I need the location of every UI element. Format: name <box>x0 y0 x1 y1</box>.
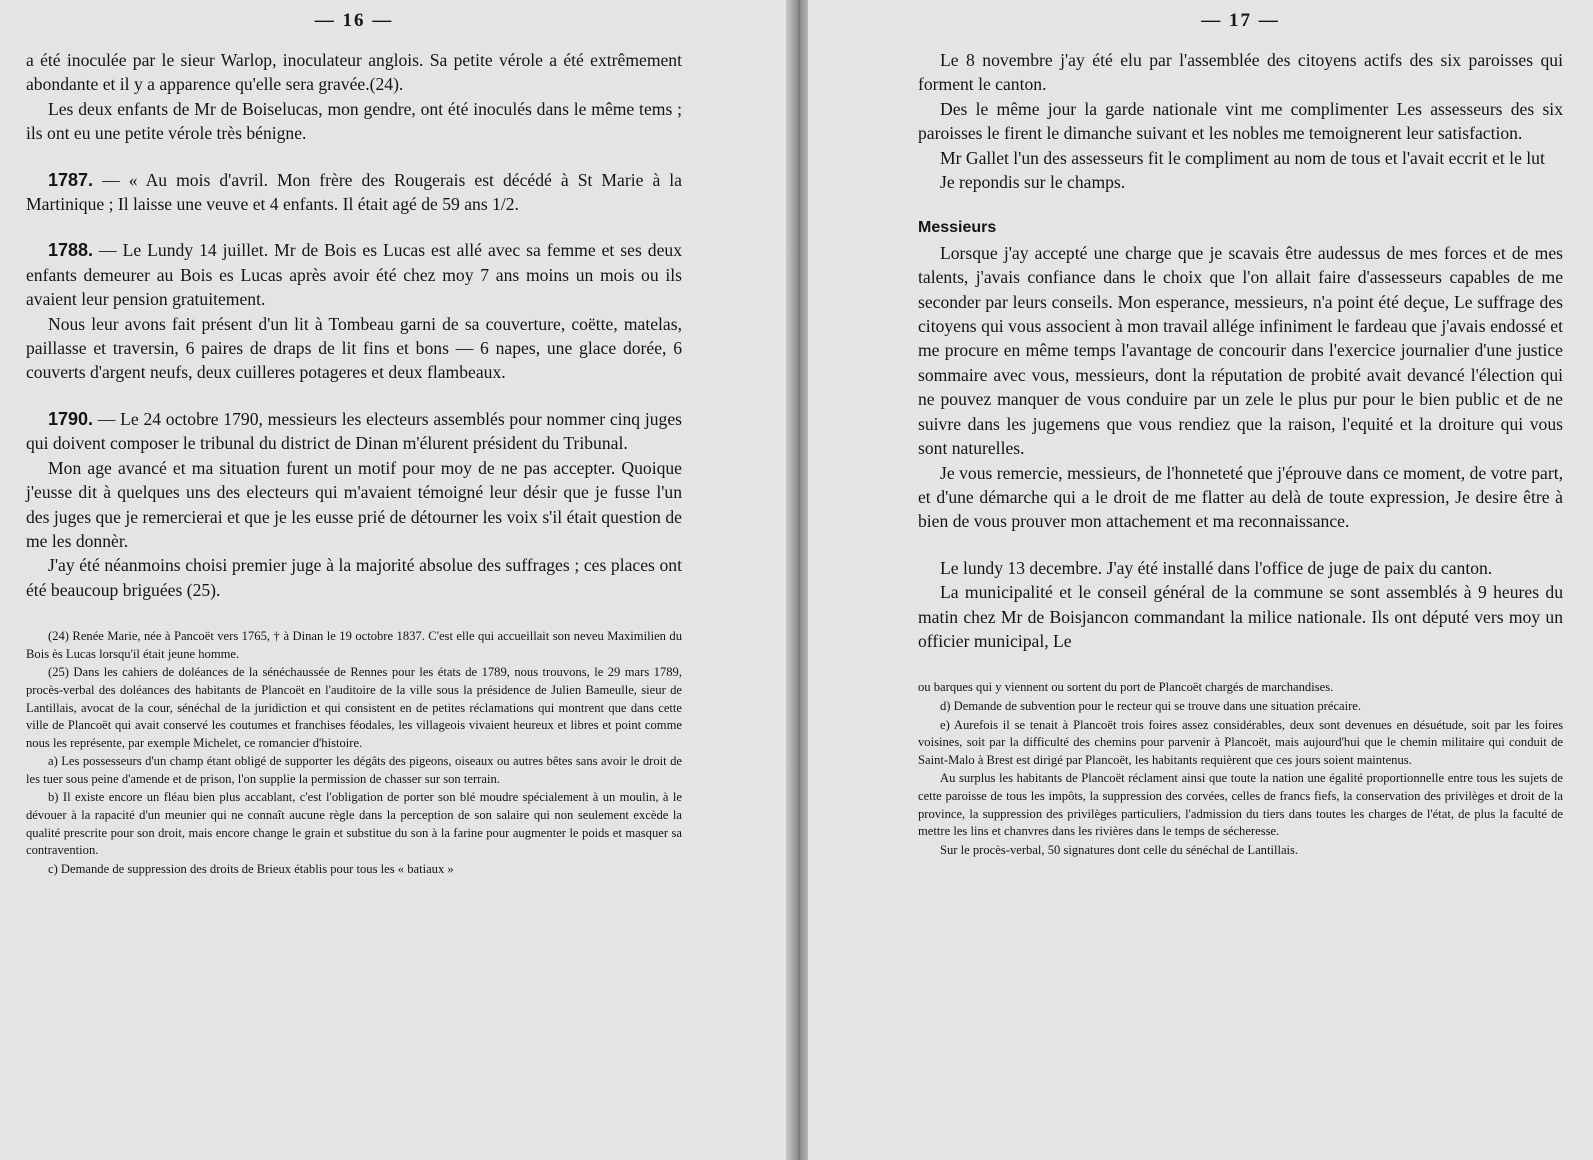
entry-1790 <box>26 407 682 456</box>
footnote-paragraph: Au surplus les habitants de Plancoët réclament ainsi que toute la nation une égalité proportionnelle entre tous les sujets de cette paroisse de tous les impôts, la suppression des corvées, celles de francs fiefs, la conservation des privilèges et droit de la province, la suppression des privilèges particuliers, l'admission du tiers dans toutes les charges de l'état, de plus la faculté de mettre les lins et chanvres dans les rivières dans le temps de sécheresse. <box>918 771 1563 839</box>
paragraph: Le lundy 13 decembre. J'ay été installé dans l'office de juge de paix du canton. <box>940 557 1493 578</box>
paragraph: a été inoculée par le sieur Warlop, inoculateur anglois. Sa petite vérole a été extrêmement abondante et il y a apparence qu'elle sera gravée.(24). <box>26 50 682 95</box>
footnotes <box>26 628 682 878</box>
footnote-continuation: ou barques qui y viennent ou sortent du port de Plancoët chargés de marchandises. <box>918 680 1334 695</box>
entry-1788 <box>26 238 682 311</box>
paragraph: Lorsque j'ay accepté une charge que je scavais être audessus de mes forces et de mes talents, j'avais confiance dans le choix que l'on allait faire d'assesseurs capables de me seconder par leurs conseils. Mon esperance, messieurs, n'a point été deçue, Le suffrage des citoyens qui vous associent à mon travail allége infiniment le fardeau que j'avais endossé et me procure en même temps l'avantage de concourir dans l'exercice journalier d'une justice sommaire avec vous, messieurs, dont la réputation de probité avait devancé l'élection qui ne pouvez manquer de vous conduire par un zele le plus pur pour le bien public et de ne suivre dans les jugemens que vous rendiez que la raison, l'equité et la droiture qui vous sont naturelles. <box>918 242 1563 459</box>
page-number: — 17 — <box>1201 10 1280 31</box>
footnote-item-a: a) Les possesseurs d'un champ étant obligé de supporter les dégâts des pigeons, oiseaux ou autres bêtes sans avoir le droit de les tuer sous peine d'amende et de prison, l'on supplie la permission de chasser sur son terrain. <box>26 754 682 786</box>
left-page <box>0 0 790 1160</box>
paragraph: La municipalité et le conseil général de la commune se sont assemblés à 9 heures du matin chez Mr de Boisjancon commandant la milice nationale. Ils ont député vers moy un officier municipal, Le <box>918 582 1563 651</box>
entry-year: 1790. <box>48 408 94 429</box>
right-page <box>808 0 1593 1160</box>
footnotes <box>918 679 1563 859</box>
paragraph: Nous leur avons fait présent d'un lit à Tombeau garni de sa couverture, coëtte, matelas, paillasse et traversin, 6 paires de draps de lit fins et bons — 6 napes, une glace dorée, 6 couverts d'argent neufs, deux cuilleres potageres et deux flambeaux. <box>26 313 682 383</box>
footnote-item-c: c) Demande de suppression des droits de Brieux établis pour tous les « batiaux » <box>48 861 454 876</box>
entry-text: — Le 24 octobre 1790, messieurs les electeurs assemblés pour nommer cinq juges qui doivent composer le tribunal du district de Dinan m'élurent président du Tribunal. <box>26 408 682 454</box>
entry-year: 1787. <box>48 169 94 190</box>
paragraph: Le 8 novembre j'ay été elu par l'assemblée des citoyens actifs des six paroisses qui forment le canton. <box>918 50 1563 95</box>
paragraph: J'ay été néanmoins choisi premier juge à la majorité absolue des suffrages ; ces places ont été beaucoup briguées (25). <box>26 555 682 600</box>
page-body <box>918 48 1563 653</box>
footnote-item-e: e) Aurefois il se tenait à Plancoët trois foires assez considérables, deux sont devenues en désuétude, soit par les foires voisines, soit par la difficulté des chemins pour parvenir à Plancoët, mais aujourd'hui que le chemin militaire qui conduit de Saint-Malo à Brest est dirigé par Plancoët, les habitants requièrent que ces jours soient maintenus. <box>918 717 1563 767</box>
paragraph: Des le même jour la garde nationale vint me complimenter Les assesseurs des six paroisses le firent le dimanche suivant et les nobles me temoignerent leur satisfaction. <box>918 98 1563 144</box>
entry-1787 <box>26 168 682 217</box>
paragraph: Je vous remercie, messieurs, de l'honneteté que j'éprouve dans ce moment, de votre part, et d'une démarche qui a le droit de me flatter au delà de toute expression, Je desire être à bien de vous prouver mon attachement et ma reconnaissance. <box>918 462 1563 532</box>
paragraph: Mon age avancé et ma situation furent un motif pour moy de ne pas accepter. Quoique j'eusse dit à quelques uns des electeurs qui m'avaient témoigné leur désir que je fusse l'un des juges que je remercierai et que je les eusse prié de détourner les voix s'il était question de me les donnèr. <box>26 457 682 551</box>
footnote-item-b: b) Il existe encore un fléau bien plus accablant, c'est l'obligation de porter son blé moudre spécialement à un moulin, à le dévouer à la rapacité d'un meunier qui ne connaît aucune règle dans la perception de son salaire qui non seulement excède la qualité prescrite pour son droit, mais encore change le grain et substitue du son à la farine pour augmenter le poids et masquer sa contravention. <box>26 790 682 858</box>
footnote-25: (25) Dans les cahiers de doléances de la sénéchaussée de Rennes pour les états de 1789, nous trouvons, le 29 mars 1789, procès-verbal des doléances des habitants de Plancoët en l'auditoire de la ville sous la présidence de Julien Bameulle, sieur de Lantillais, avocat de la cour, sénéchal de la juridiction et qui consistent en de petites réclamations qui montrent que dans cette ville de Plancoët qui avait conservé les coutumes et franchises féodales, les villageois vivaient heureux et libres et point comme nous les représente, par exemple Michelet, ce romancier d'histoire. <box>26 665 682 750</box>
paragraph: Je repondis sur le champs. <box>940 172 1126 193</box>
page-number: — 16 — <box>314 10 394 31</box>
entry-year: 1788. <box>48 240 94 261</box>
footnote-24: (24) Renée Marie, née à Pancoët vers 1765, † à Dinan le 19 octobre 1837. C'est elle qui accueillait son neveu Maximilien du Bois ès Lucas lorsqu'il était jeune homme. <box>26 629 682 661</box>
speech-heading: Messieurs <box>918 219 997 237</box>
entry-text: — Le Lundy 14 juillet. Mr de Bois es Lucas est allé avec sa femme et ses deux enfants demeurer au Bois es Lucas après avoir été chez moy 7 ans moins un mois ou ils avaient leur pension gratuitement. <box>26 240 682 310</box>
page-body <box>26 48 682 602</box>
footnote-item-d: d) Demande de subvention pour le recteur qui se trouve dans une situation précaire. <box>940 698 1362 713</box>
footnote-signatures: Sur le procès-verbal, 50 signatures dont celle du sénéchal de Lantillais. <box>940 842 1299 857</box>
paragraph: Mr Gallet l'un des assesseurs fit le compliment au nom de tous et l'avait eccrit et le lut <box>940 147 1545 168</box>
paragraph: Les deux enfants de Mr de Boiselucas, mon gendre, ont été inoculés dans le même tems ; ils ont eu une petite vérole très bénigne. <box>26 98 682 144</box>
entry-text: — « Au mois d'avril. Mon frère des Rougerais est décédé à St Marie à la Martinique ; Il laisse une veuve et 4 enfants. Il était agé de 59 ans 1/2. <box>26 169 682 215</box>
